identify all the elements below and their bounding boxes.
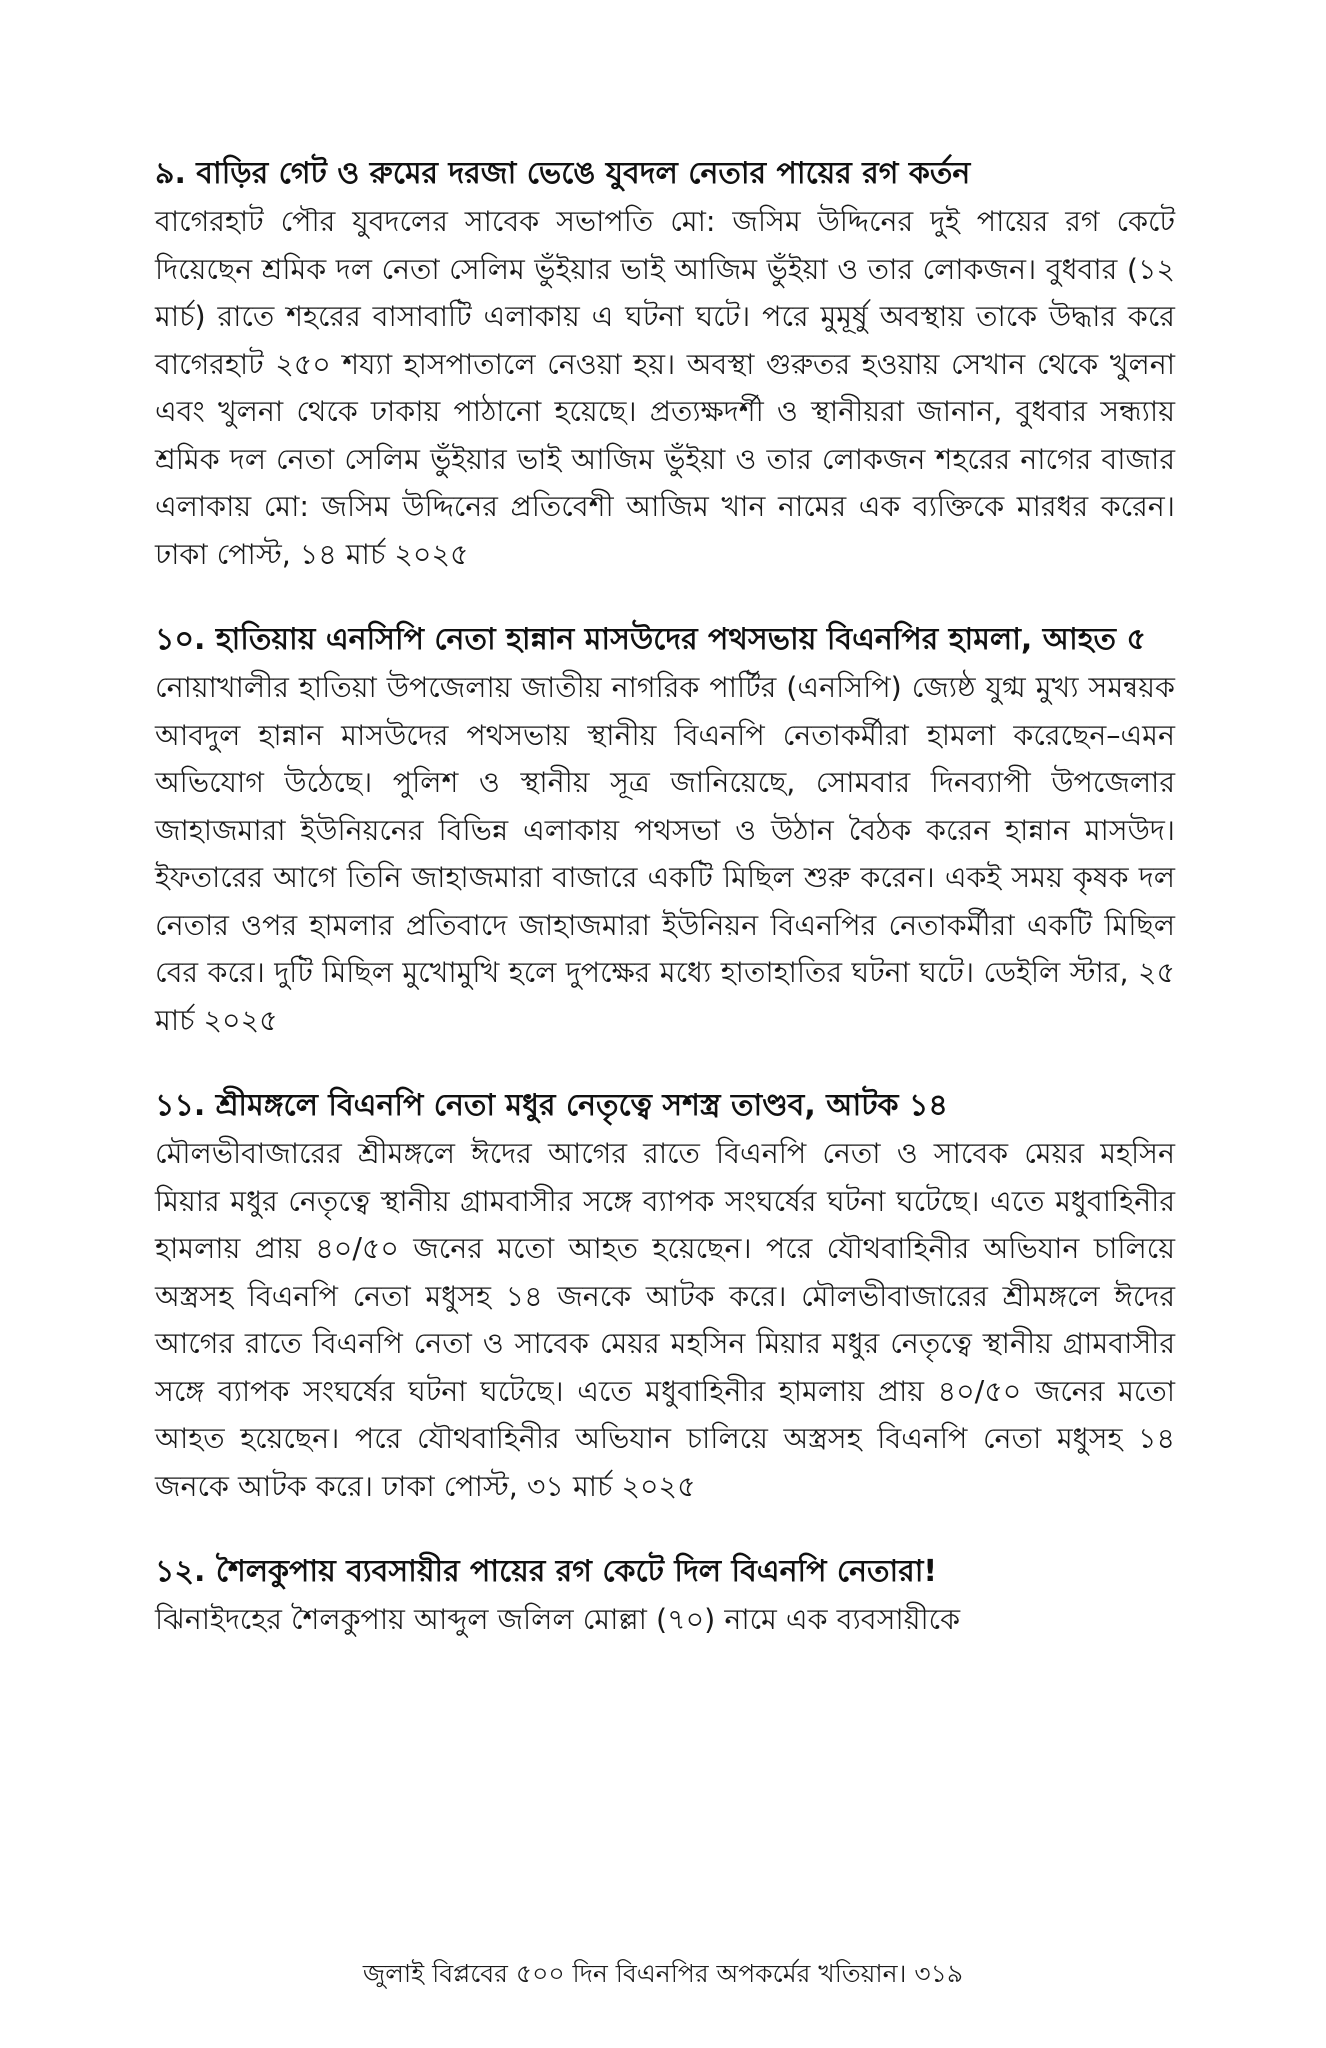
article-body: নোয়াখালীর হাতিয়া উপজেলায় জাতীয় নাগরিক পার্টির (এনসিপি) জ্যেষ্ঠ যুগ্ম মুখ্য সমন্বয়ক আবদুল হান্নান মাসউদের পথসভায় স্থানীয় বিএনপি নেতাকর্মীরা হামলা করেছেন–এমন অভিযোগ উঠেছে। পুলিশ ও স্থানীয় সূত্র জানিয়েছে, সোমবার দিনব্যাপী উপজেলার জাহাজমারা ইউনিয়নের বিভিন্ন এলাকায় পথসভা ও উঠান বৈঠক করেন হান্নান মাসউদ। ইফতারের আগে তিনি জাহাজমারা বাজারে একটি মিছিল শুরু করেন। একই সময় কৃষক দল নেতার ওপর হামলার প্রতিবাদে জাহাজমারা ইউনিয়ন বিএনপির নেতাকর্মীরা একটি মিছিল বের করে। দুটি মিছিল মুখোমুখি হলে দুপক্ষের মধ্যে হাতাহাতির ঘটনা ঘটে। ডেইলি স্টার, ২৫ মার্চ ২০২৫ (155, 671, 1175, 1037)
article-10 (155, 616, 1175, 1044)
page-content (155, 150, 1175, 1682)
article-body: মৌলভীবাজারের শ্রীমঙ্গলে ঈদের আগের রাতে বিএনপি নেতা ও সাবেক মেয়র মহসিন মিয়ার মধুর নেতৃত্বে স্থানীয় গ্রামবাসীর সঙ্গে ব্যাপক সংঘর্ষের ঘটনা ঘটেছে। এতে মধুবাহিনীর হামলায় প্রায় ৪০/৫০ জনের মতো আহত হয়েছেন। পরে যৌথবাহিনীর অভিযান চালিয়ে অস্ত্রসহ বিএনপি নেতা মধুসহ ১৪ জনকে আটক করে। মৌলভীবাজারের শ্রীমঙ্গলে ঈদের আগের রাতে বিএনপি নেতা ও সাবেক মেয়র মহসিন মিয়ার মধুর নেতৃত্বে স্থানীয় গ্রামবাসীর সঙ্গে ব্যাপক সংঘর্ষের ঘটনা ঘটেছে। এতে মধুবাহিনীর হামলায় প্রায় ৪০/৫০ জনের মতো আহত হয়েছেন। পরে যৌথবাহিনীর অভিযান চালিয়ে অস্ত্রসহ বিএনপি নেতা মধুসহ ১৪ জনকে আটক করে। ঢাকা পোস্ট, ৩১ মার্চ ২০২৫ (155, 1137, 1175, 1503)
article-headline: ৯. বাড়ির গেট ও রুমের দরজা ভেঙে যুবদল নেতার পায়ের রগ কর্তন (155, 156, 971, 191)
article-body: ঝিনাইদহের শৈলকুপায় আব্দুল জলিল মোল্লা (৭০) নামে এক ব্যবসায়ীকে (155, 1603, 961, 1636)
article-headline: ১০. হাতিয়ায় এনসিপি নেতা হান্নান মাসউদের পথসভায় বিএনপির হামলা, আহত ৫ (155, 622, 1146, 657)
article-headline: ১২. শৈলকুপায় ব্যবসায়ীর পায়ের রগ কেটে দিল বিএনপি নেতারা! (155, 1554, 938, 1589)
article-body: বাগেরহাট পৌর যুবদলের সাবেক সভাপতি মো: জসিম উদ্দিনের দুই পায়ের রগ কেটে দিয়েছেন শ্রমিক দল নেতা সেলিম ভুঁইয়ার ভাই আজিম ভুঁইয়া ও তার লোকজন। বুধবার (১২ মার্চ) রাতে শহরের বাসাবাটি এলাকায় এ ঘটনা ঘটে। পরে মুমূর্ষু অবস্থায় তাকে উদ্ধার করে বাগেরহাট ২৫০ শয্যা হাসপাতালে নেওয়া হয়। অবস্থা গুরুতর হওয়ায় সেখান থেকে খুলনা এবং খুলনা থেকে ঢাকায় পাঠানো হয়েছে। প্রত্যক্ষদর্শী ও স্থানীয়রা জানান, বুধবার সন্ধ্যায় শ্রমিক দল নেতা সেলিম ভুঁইয়ার ভাই আজিম ভুঁইয়া ও তার লোকজন শহরের নাগের বাজার এলাকায় মো: জসিম উদ্দিনের প্রতিবেশী আজিম খান নামের এক ব্যক্তিকে মারধর করেন। ঢাকা পোস্ট, ১৪ মার্চ ২০২৫ (155, 205, 1175, 571)
page-footer: জুলাই বিপ্লবের ৫০০ দিন বিএনপির অপকর্মের খতিয়ান। ৩১৯ (362, 1959, 964, 1988)
article-headline: ১১. শ্রীমঙ্গলে বিএনপি নেতা মধুর নেতৃত্বে সশস্ত্র তাণ্ডব, আটক ১৪ (155, 1088, 948, 1123)
article-12 (155, 1548, 1175, 1644)
article-11 (155, 1082, 1175, 1510)
article-9 (155, 150, 1175, 578)
